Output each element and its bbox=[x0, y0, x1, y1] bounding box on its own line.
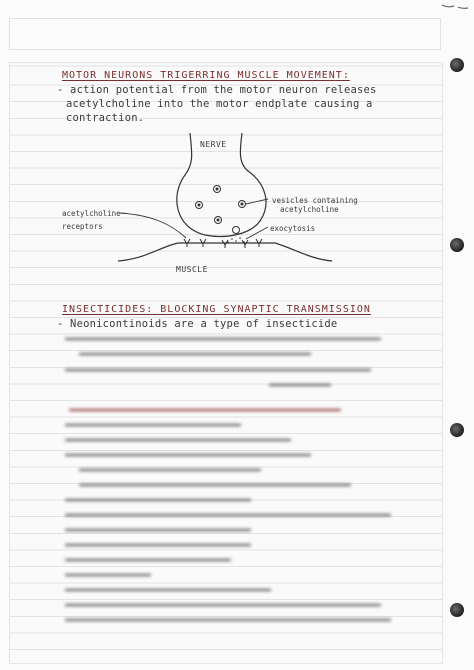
motor-line-1: - action potential from the motor neuron releases bbox=[57, 84, 377, 96]
motor-section-title: MOTOR NEURONS TRIGERRING MUSCLE MOVEMENT: bbox=[62, 70, 350, 81]
vesicles-label-1: vesicles containing bbox=[272, 196, 358, 205]
nerve-label: NERVE bbox=[200, 140, 227, 149]
vesicles-label-2: acetylcholine bbox=[280, 205, 339, 214]
blurred-notes bbox=[10, 63, 442, 663]
binder-hole-3 bbox=[450, 423, 464, 437]
muscle-label: MUSCLE bbox=[176, 265, 208, 274]
receptors-label-1: acetylcholine bbox=[62, 209, 121, 218]
lined-paper bbox=[9, 62, 443, 664]
binder-hole-2 bbox=[450, 238, 464, 252]
insecticides-line-1: - Neonicontinoids are a type of insecticide bbox=[57, 318, 338, 330]
motor-line-2: acetylcholine into the motor endplate causing a bbox=[66, 98, 373, 110]
binder-hole-4 bbox=[450, 603, 464, 617]
binder-hole-1 bbox=[450, 58, 464, 72]
top-blank-box bbox=[9, 18, 441, 50]
exocytosis-label: exocytosis bbox=[270, 224, 316, 233]
corner-pen-mark bbox=[440, 2, 470, 12]
insecticides-title: INSECTICIDES: BLOCKING SYNAPTIC TRANSMISSION bbox=[62, 304, 371, 315]
motor-line-3: contraction. bbox=[66, 112, 145, 124]
receptors-label-2: receptors bbox=[62, 222, 103, 231]
